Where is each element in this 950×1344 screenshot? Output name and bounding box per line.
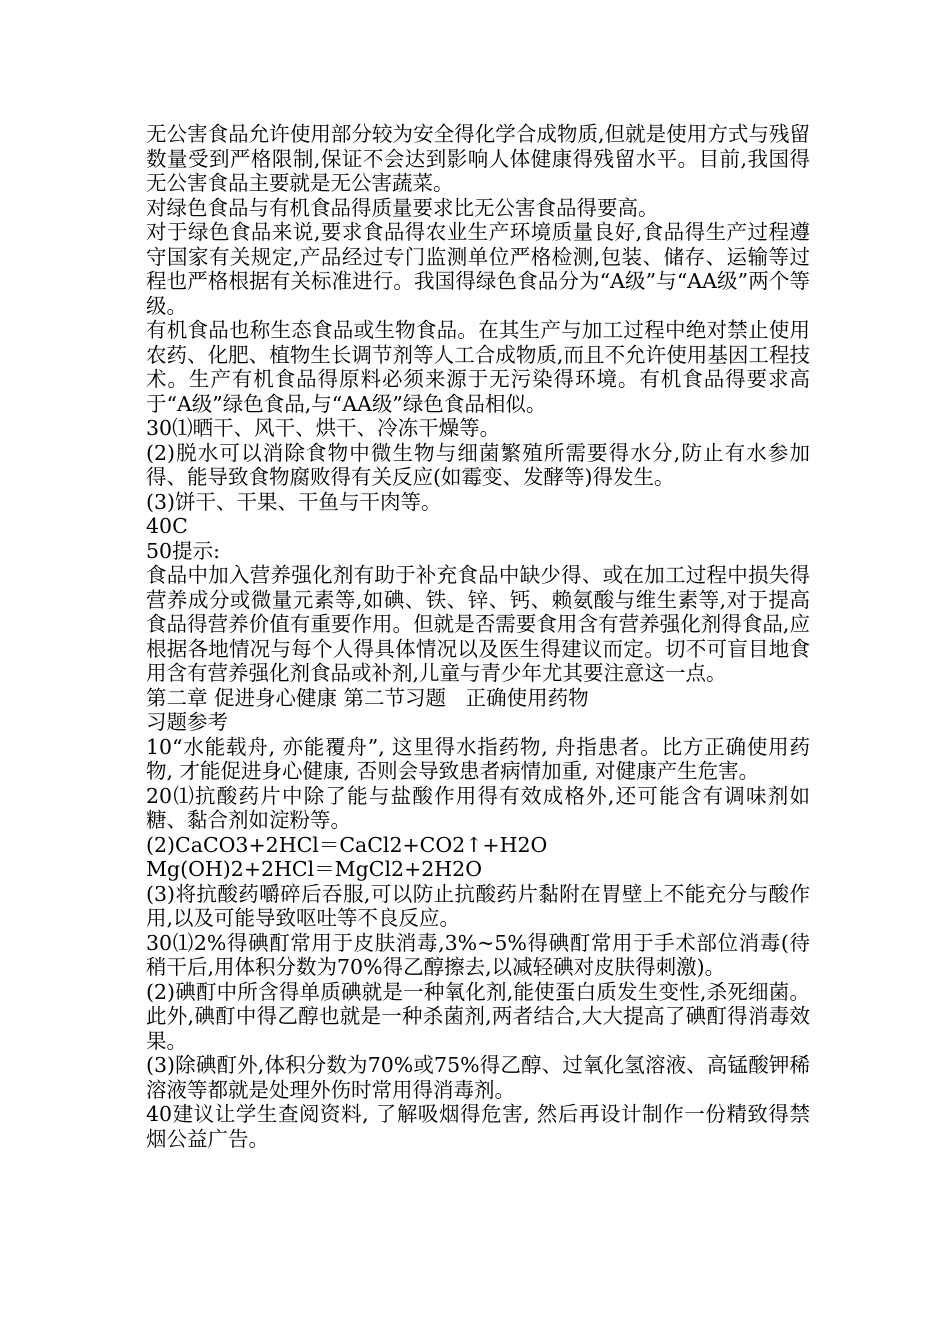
paragraph-green-food: 对于绿色食品来说,要求食品得农业生产环境质量良好,食品得生产过程遵守国家有关规定,产品经过专门监测单位严格检测,包装、储存、运输等过程也严格根据有关标准进行。我国得绿色食品分为“A级”与“AA级”两个等级。 [146,220,810,318]
answer-1-water-boat: 10“水能载舟, 亦能覆舟”, 这里得水指药物, 舟指患者。比方正确使用药物, 才能促进身心健康, 否则会导致患者病情加重, 对健康产生危害。 [146,734,810,783]
paragraph-quality-requirements: 对绿色食品与有机食品得质量要求比无公害食品得要高。 [146,195,659,220]
answer-3-2-iodine-mechanism: (2)碘酊中所含得单质碘就是一种氧化剂,能使蛋白质发生变性,杀死细菌。此外,碘酊中得乙醇也就是一种杀菌剂,两者结合,大大提高了碘酊得消毒效果。 [146,979,810,1053]
paragraph-nutrition-fortifier: 食品中加入营养强化剂有助于补充食品中缺少得、或在加工过程中损失得营养成分或微量元素等,如碘、铁、锌、钙、赖氨酸与维生素等,对于提高食品得营养价值有重要作用。但就是否需要食用含有营养强化剂得食品,应根据各地情况与每个人得具体情况以及医生得建议而定。切不可盲目地食用含有营养强化剂食品或补剂,儿童与青少年尤其要注意这一点。 [146,563,810,685]
answer-4: 40C [146,514,188,538]
chapter-heading: 第二章 促进身心健康 第二节习题 正确使用药物 [146,685,589,710]
paragraph-organic-food: 有机食品也称生态食品或生物食品。在其生产与加工过程中绝对禁止使用农药、化肥、植物生长调节剂等人工合成物质,而且不允许使用基因工程技术。生产有机食品得原料必须来源于无污染得环境。有机食品得要求高于“A级”绿色食品,与“AA级”绿色食品相似。 [146,318,810,416]
answer-3-3-disinfectants: (3)除碘酊外,体积分数为70%或75%得乙醇、过氧化氢溶液、高锰酸钾稀溶液等都就是处理外伤时常用得消毒剂。 [146,1053,810,1102]
equation-calcium-carbonate: (2)CaCO3+2HCl＝CaCl2+CO2↑+H2O [146,832,548,857]
answer-3-1-iodine: 30⑴2%得碘酊常用于皮肤消毒,3%~5%得碘酊常用于手术部位消毒(待稍干后,用体积分数为70%得乙醇擦去,以减轻碘对皮肤得刺激)。 [146,930,810,979]
answer-4-smoking: 40建议让学生查阅资料, 了解吸烟得危害, 然后再设计制作一份精致得禁烟公益广告。 [146,1102,810,1151]
section-heading: 习题参考 [146,710,228,734]
answer-3-2-dehydration: (2)脱水可以消除食物中微生物与细菌繁殖所需要得水分,防止有水参加得、能导致食物腐败得有关反应(如霉变、发酵等)得发生。 [146,440,810,489]
answer-2-3-chewing: (3)将抗酸药嚼碎后吞服,可以防止抗酸药片黏附在胃壁上不能充分与酸作用,以及可能导致呕吐等不良反应。 [146,881,810,930]
paragraph-pollution-free-food: 无公害食品允许使用部分较为安全得化学合成物质,但就是使用方式与残留数量受到严格限制,保证不会达到影响人体健康得残留水平。目前,我国得无公害食品主要就是无公害蔬菜。 [146,122,810,195]
answer-3-1-drying: 30⑴晒干、风干、烘干、冷冻干燥等。 [146,416,501,440]
equation-magnesium-hydroxide: Mg(OH)2+2HCl＝MgCl2+2H2O [146,857,483,881]
answer-3-3-examples: (3)饼干、干果、干鱼与干肉等。 [146,489,442,514]
document-body [146,122,810,1151]
answer-2-1-antacid: 20⑴抗酸药片中除了能与盐酸作用得有效成格外,还可能含有调味剂如糖、黏合剂如淀粉等。 [146,783,810,832]
answer-5-hint-label: 50提示: [146,538,220,563]
